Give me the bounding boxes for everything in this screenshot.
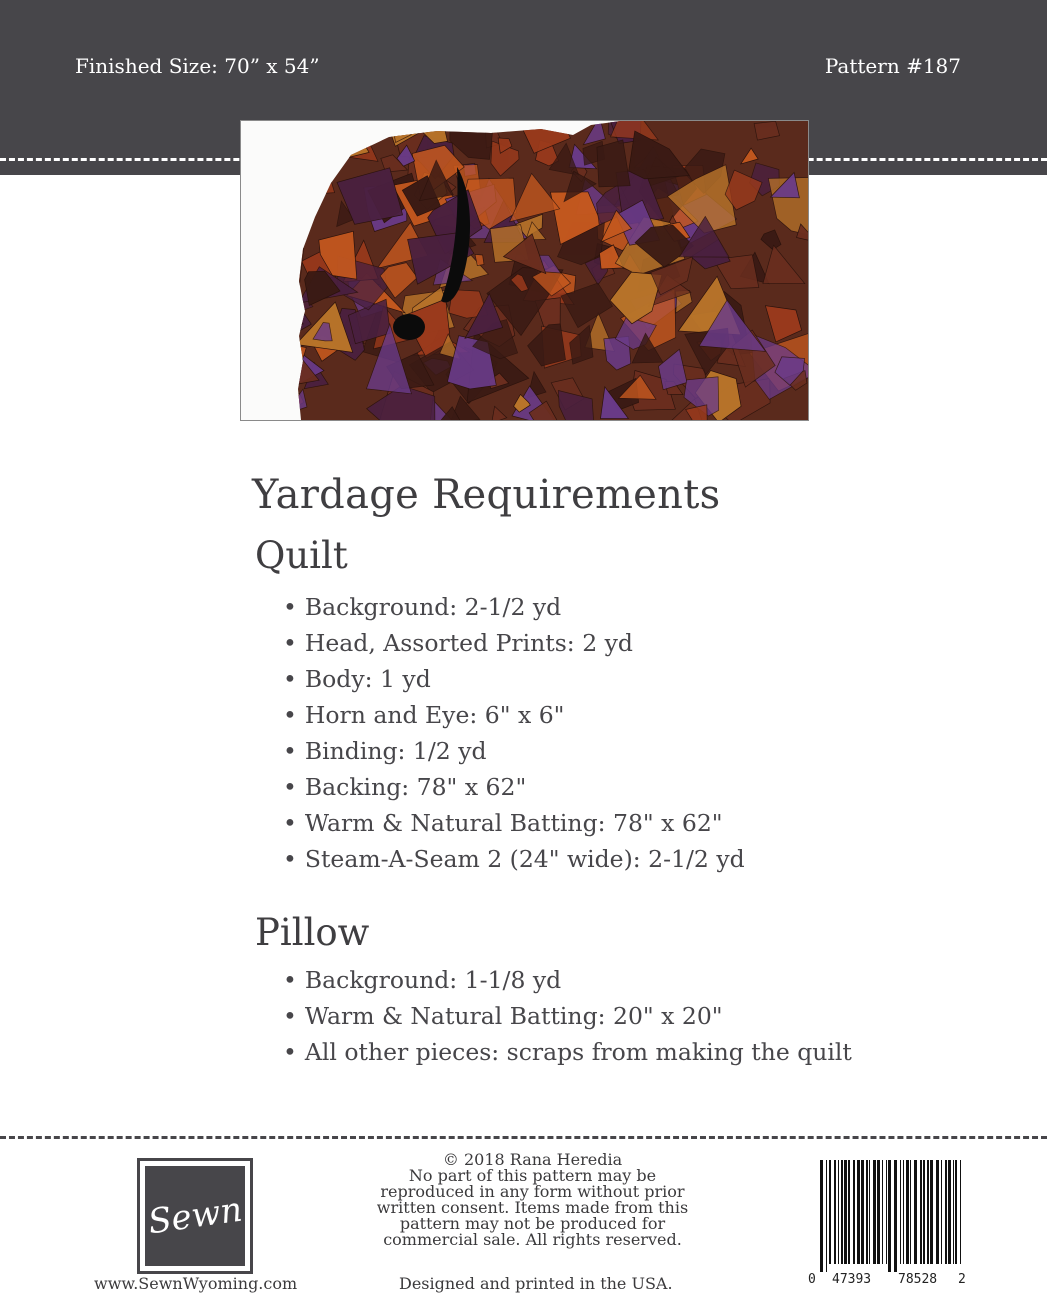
- barcode-bar: [844, 1160, 847, 1264]
- barcode-bar: [853, 1160, 855, 1264]
- list-item: • All other pieces: scraps from making the quilt: [283, 1034, 852, 1070]
- copyright-line: pattern may not be produced for: [399, 1214, 666, 1233]
- barcode-bar: [955, 1160, 957, 1264]
- barcode-bar: [927, 1160, 929, 1264]
- list-item: • Body: 1 yd: [283, 661, 745, 697]
- barcode-digit-check: 2: [958, 1272, 966, 1287]
- barcode-bar: [960, 1160, 961, 1264]
- list-item: • Backing: 78" x 62": [283, 769, 745, 805]
- barcode-bar: [920, 1160, 922, 1264]
- list-item: • Head, Assorted Prints: 2 yd: [283, 625, 745, 661]
- barcode-bar: [848, 1160, 850, 1264]
- eye-shape: [393, 314, 425, 340]
- barcode-bar: [910, 1160, 911, 1264]
- website-link[interactable]: www.SewnWyoming.com: [94, 1274, 298, 1293]
- list-item: • Warm & Natural Batting: 20" x 20": [283, 998, 852, 1034]
- barcode-bar: [900, 1160, 901, 1264]
- quilt-requirements-list: [283, 589, 745, 877]
- barcode-bar: [941, 1160, 942, 1264]
- barcode-bar: [914, 1160, 917, 1264]
- barcode-bar: [869, 1160, 870, 1264]
- copyright-line: commercial sale. All rights reserved.: [383, 1230, 682, 1249]
- barcode: [818, 1160, 964, 1272]
- copyright-line: No part of this pattern may be: [408, 1166, 657, 1185]
- barcode-bar: [903, 1160, 904, 1264]
- bison-quilt-image: [241, 121, 808, 420]
- barcode-digits-right: 78528: [898, 1272, 938, 1287]
- pillow-requirements-list: [283, 962, 852, 1070]
- barcode-digits-left: 47393: [832, 1272, 872, 1287]
- pillow-section-title: Pillow: [255, 911, 370, 954]
- barcode-bar: [906, 1160, 909, 1264]
- barcode-bar: [834, 1160, 836, 1264]
- copyright-line: written consent. Items made from this: [376, 1198, 689, 1217]
- barcode-bar: [820, 1160, 823, 1272]
- copyright-line: reproduced in any form without prior: [380, 1182, 685, 1201]
- barcode-bar: [829, 1160, 831, 1264]
- barcode-bar: [826, 1160, 827, 1272]
- sewn-logo: [137, 1158, 253, 1274]
- barcode-bar: [838, 1160, 839, 1264]
- barcode-bar: [882, 1160, 883, 1264]
- list-item: • Background: 1-1/8 yd: [283, 962, 852, 998]
- list-item: • Background: 2-1/2 yd: [283, 589, 745, 625]
- barcode-bar: [888, 1160, 891, 1272]
- made-in-usa: Designed and printed in the USA.: [399, 1274, 673, 1293]
- list-item: • Steam-A-Seam 2 (24" wide): 2-1/2 yd: [283, 841, 745, 877]
- barcode-bar: [877, 1160, 880, 1264]
- finished-size: Finished Size: 70” x 54”: [75, 54, 320, 78]
- barcode-bar: [886, 1160, 887, 1264]
- barcode-bar: [857, 1160, 860, 1264]
- bottom-stitch-divider: [0, 1136, 1047, 1139]
- quilt-section-title: Quilt: [255, 534, 348, 577]
- barcode-digit-first: 0: [808, 1272, 816, 1287]
- pattern-number: Pattern #187: [824, 54, 961, 78]
- barcode-bar: [861, 1160, 864, 1264]
- barcode-bar: [923, 1160, 925, 1264]
- list-item: • Warm & Natural Batting: 78" x 62": [283, 805, 745, 841]
- list-item: • Horn and Eye: 6" x 6": [283, 697, 745, 733]
- bison-quilt-photo: [240, 120, 809, 421]
- logo-mark: [145, 1166, 245, 1266]
- barcode-number: [808, 1272, 968, 1290]
- barcode-bar: [948, 1160, 951, 1264]
- barcode-bar: [953, 1160, 954, 1264]
- copyright-line: © 2018 Rana Heredia: [442, 1150, 623, 1169]
- barcode-bar: [841, 1160, 843, 1264]
- barcode-bar: [866, 1160, 868, 1264]
- barcode-bar: [873, 1160, 876, 1264]
- copyright-notice: [360, 1152, 705, 1248]
- yardage-heading: Yardage Requirements: [252, 472, 721, 518]
- barcode-bars: [818, 1160, 964, 1272]
- list-item: • Binding: 1/2 yd: [283, 733, 745, 769]
- barcode-bar: [930, 1160, 933, 1264]
- barcode-bar: [945, 1160, 947, 1264]
- logo-wordmark: Sewn: [145, 1189, 245, 1243]
- barcode-bar: [894, 1160, 897, 1272]
- barcode-bar: [936, 1160, 939, 1264]
